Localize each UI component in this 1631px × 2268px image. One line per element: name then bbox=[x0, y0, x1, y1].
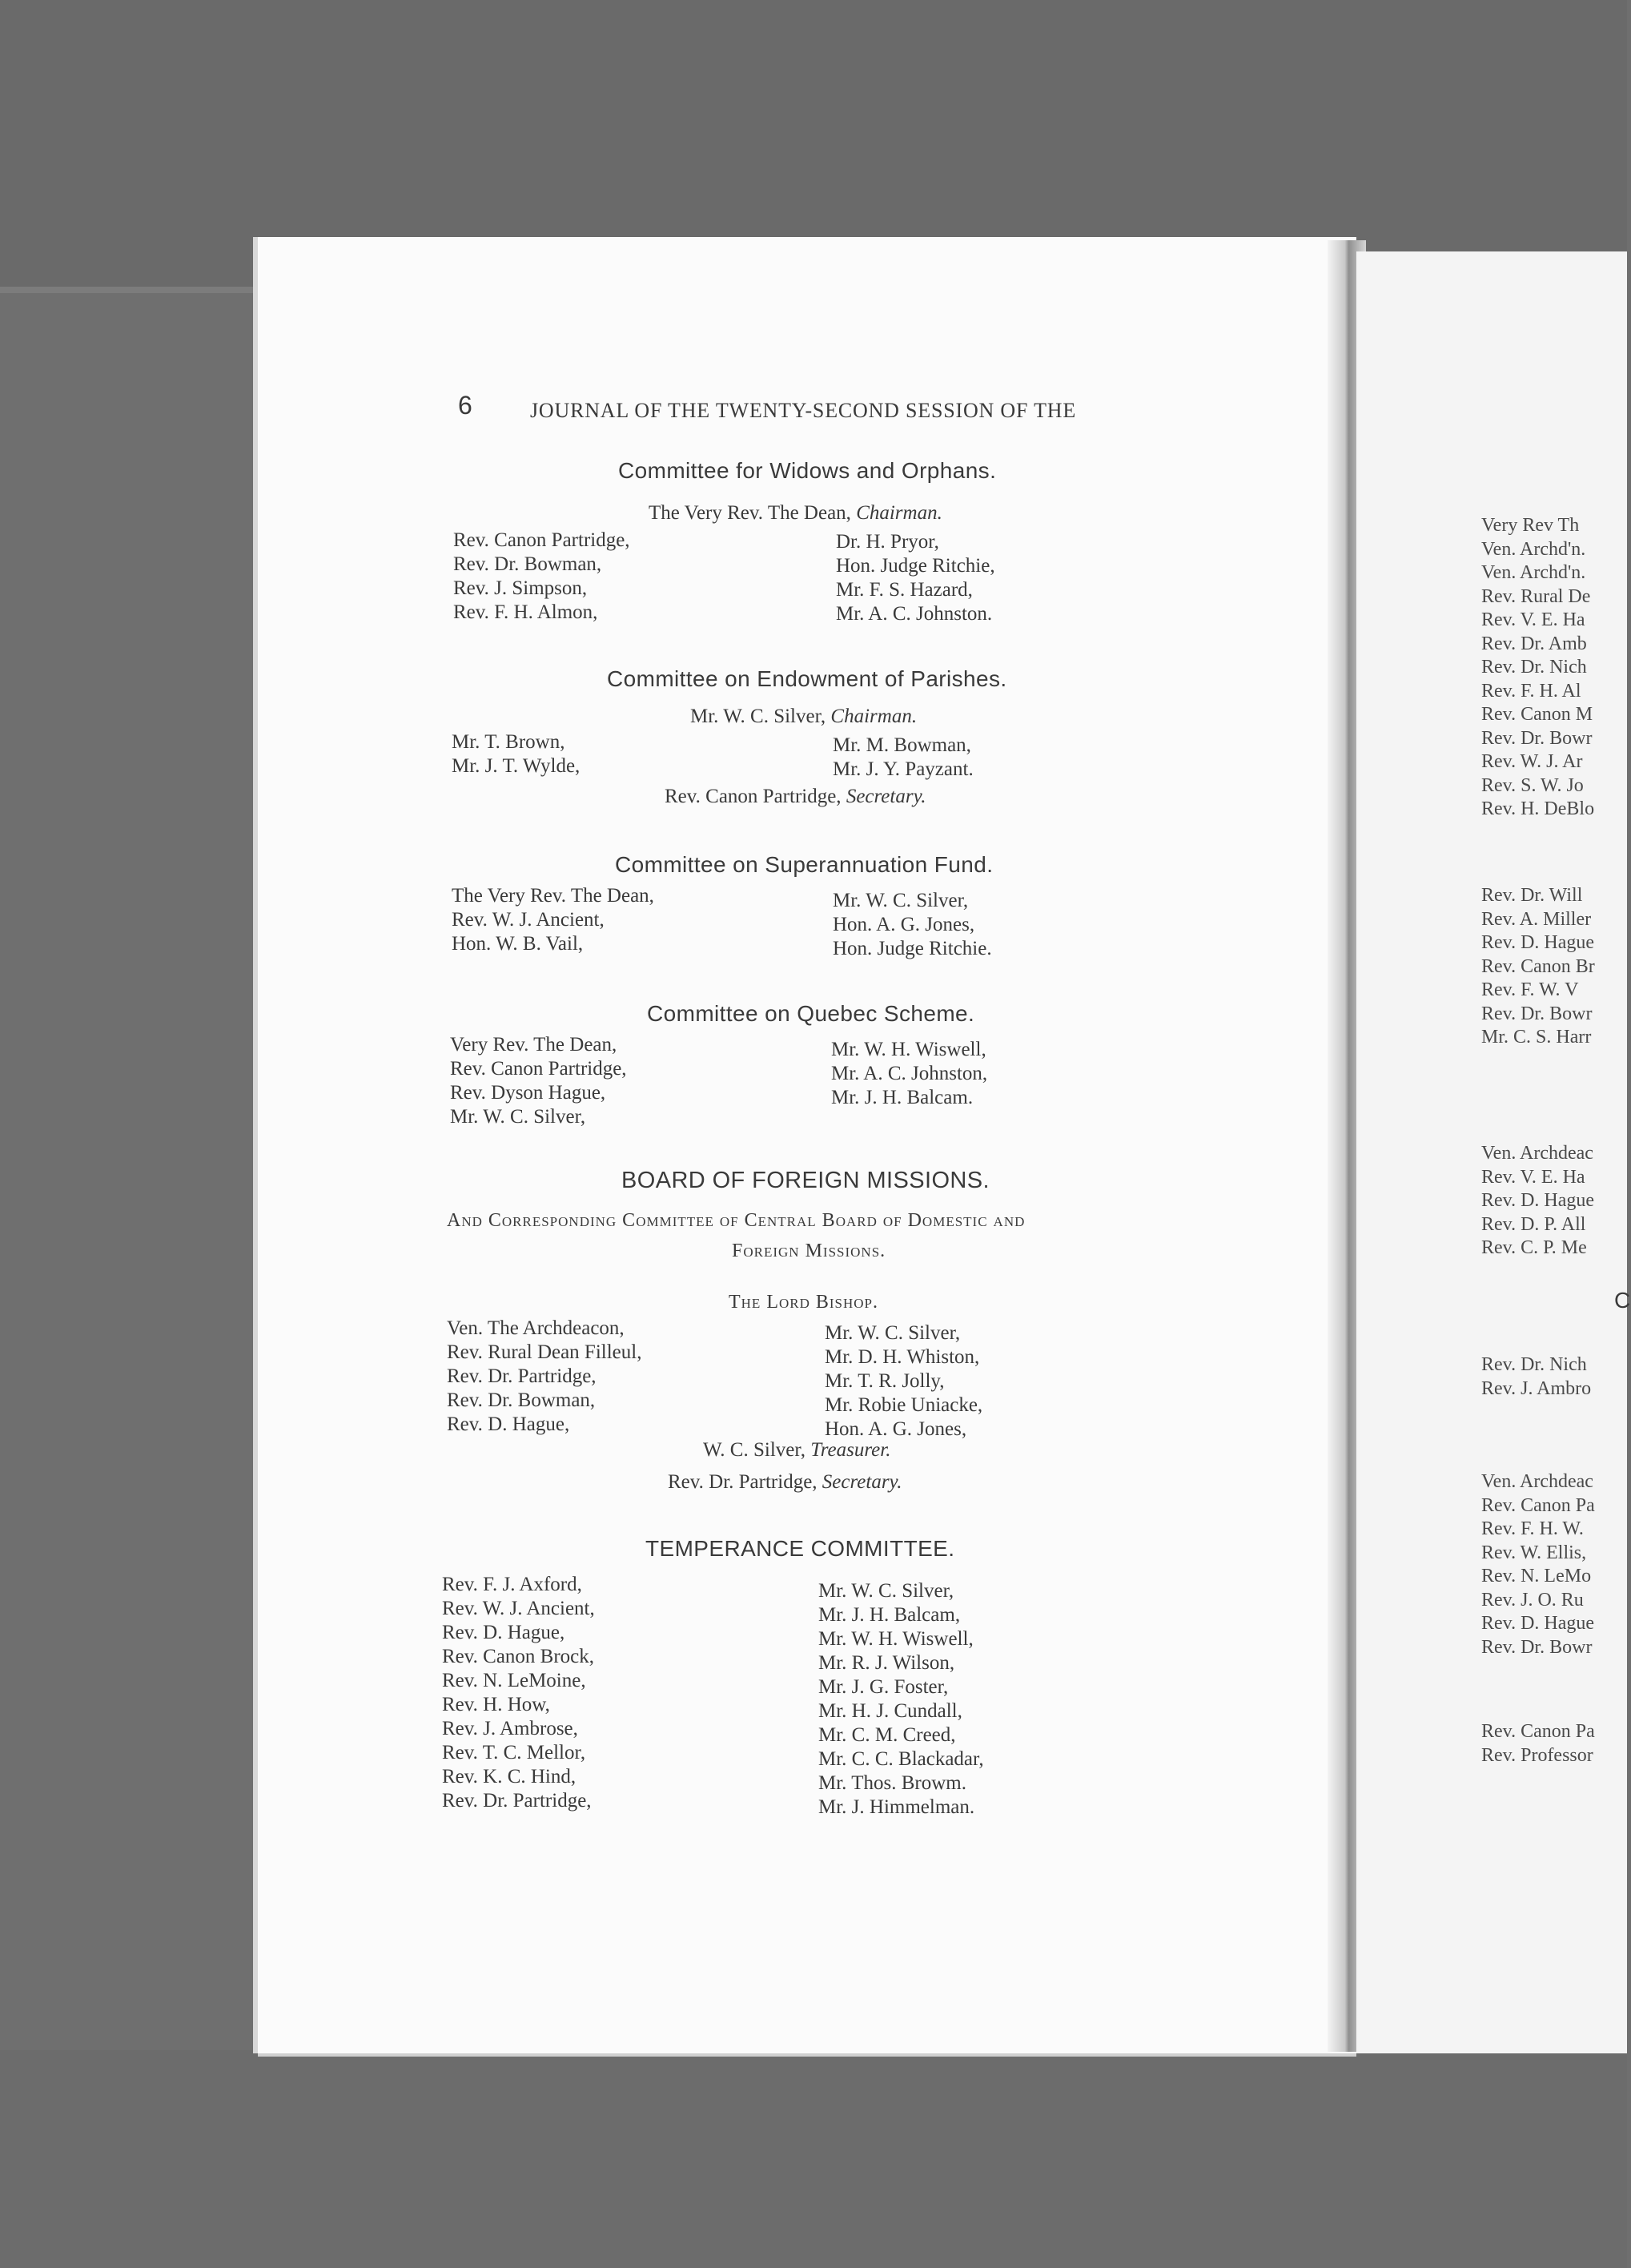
quebec-left-column bbox=[450, 1033, 627, 1129]
member-name: Rev. Dyson Hague, bbox=[450, 1082, 606, 1104]
facing-line: Mr. C. S. Harr bbox=[1481, 1027, 1592, 1048]
temperance-right-column bbox=[818, 1579, 984, 1820]
section-title-superannuation: Committee on Superannuation Fund. bbox=[615, 852, 994, 877]
facing-line: Rev. Dr. Nich bbox=[1481, 1354, 1587, 1375]
member-name: Mr. C. M. Creed, bbox=[818, 1724, 956, 1746]
quebec-right-column bbox=[831, 1038, 987, 1110]
member-name: Rev. Dr. Partridge, bbox=[442, 1790, 592, 1812]
facing-page-group-6 bbox=[1481, 1720, 1595, 1767]
member-name: Rev. J. Simpson, bbox=[453, 577, 588, 599]
facing-line: Rev. S. W. Jo bbox=[1481, 774, 1584, 796]
facing-line: Rev. V. E. Ha bbox=[1481, 609, 1585, 630]
member-name: Rev. N. LeMoine, bbox=[442, 1670, 586, 1691]
member-name: Mr. Thos. Browm. bbox=[818, 1772, 966, 1794]
facing-line: Rev. H. DeBlo bbox=[1481, 798, 1595, 819]
endowment-secretary-role: Secretary. bbox=[846, 786, 926, 807]
member-name: Mr. W. C. Silver, bbox=[450, 1106, 586, 1128]
facing-page-group-2 bbox=[1481, 884, 1595, 1050]
member-name: Mr. H. J. Cundall, bbox=[818, 1700, 962, 1722]
member-name: Mr. J. H. Balcam, bbox=[818, 1604, 961, 1626]
foreign-subtitle-line-2: Foreign Missions. bbox=[732, 1241, 886, 1261]
facing-line: Rev. D. Hague bbox=[1481, 1190, 1595, 1211]
facing-line: Ven. Archd'n. bbox=[1481, 538, 1586, 560]
member-name: Mr. T. R. Jolly, bbox=[825, 1370, 945, 1392]
member-name: Mr. R. J. Wilson, bbox=[818, 1652, 955, 1674]
member-name: Rev. W. J. Ancient, bbox=[442, 1598, 595, 1619]
member-name: Rev. Canon Partridge, bbox=[453, 529, 630, 551]
member-name: Hon. W. B. Vail, bbox=[452, 933, 584, 955]
foreign-subtitle-line-1: And Corresponding Committee of Central Board of Domestic and bbox=[447, 1210, 1026, 1231]
section-title-quebec: Committee on Quebec Scheme. bbox=[647, 1001, 975, 1026]
member-name: Rev. D. Hague, bbox=[442, 1622, 565, 1643]
member-name: Rev. J. Ambrose, bbox=[442, 1718, 578, 1739]
superannuation-left-column bbox=[452, 884, 654, 956]
facing-line: Rev. Dr. Bowr bbox=[1481, 1636, 1593, 1658]
endowment-chair-name: Mr. W. C. Silver, bbox=[690, 706, 826, 727]
member-name: Mr. T. Brown, bbox=[452, 731, 565, 753]
member-name: Rev. H. How, bbox=[442, 1694, 550, 1715]
facing-page-group-4 bbox=[1481, 1353, 1591, 1401]
member-name: Rev. Dr. Bowman, bbox=[453, 553, 602, 575]
facing-line: Rev. V. E. Ha bbox=[1481, 1166, 1585, 1188]
member-name: Rev. F. J. Axford, bbox=[442, 1574, 582, 1595]
member-name: Rev. K. C. Hind, bbox=[442, 1766, 576, 1787]
facing-line: Rev. A. Miller bbox=[1481, 908, 1592, 930]
foreign-secretary-name: Rev. Dr. Partridge, bbox=[668, 1471, 818, 1493]
temperance-left-column bbox=[442, 1573, 595, 1813]
facing-line: Rev. F. W. V bbox=[1481, 979, 1579, 1000]
member-name: The Very Rev. The Dean, bbox=[452, 885, 654, 907]
member-name: Mr. W. C. Silver, bbox=[825, 1322, 961, 1344]
facing-line: Rev. Dr. Amb bbox=[1481, 633, 1587, 654]
member-name: Mr. J. G. Foster, bbox=[818, 1676, 949, 1698]
facing-line: Rev. J. O. Ru bbox=[1481, 1589, 1584, 1611]
facing-line: Rev. Rural De bbox=[1481, 585, 1591, 607]
foreign-right-column bbox=[825, 1321, 982, 1442]
member-name: Very Rev. The Dean, bbox=[450, 1034, 617, 1056]
widows-chair-role: Chairman. bbox=[856, 502, 942, 524]
widows-chair bbox=[649, 503, 942, 523]
widows-left-column bbox=[453, 529, 630, 625]
facing-line: Rev. Canon Br bbox=[1481, 955, 1595, 977]
section-title-temperance: TEMPERANCE COMMITTEE. bbox=[645, 1536, 955, 1561]
foreign-treasurer bbox=[703, 1440, 890, 1460]
member-name: Mr. W. H. Wiswell, bbox=[818, 1628, 974, 1650]
facing-line: Rev. D. P. All bbox=[1481, 1213, 1586, 1235]
facing-line: Rev. F. H. Al bbox=[1481, 680, 1581, 702]
member-name: Mr. W. H. Wiswell, bbox=[831, 1039, 986, 1060]
member-name: Rev. F. H. Almon, bbox=[453, 601, 598, 623]
foreign-bishop: The Lord Bishop. bbox=[729, 1292, 879, 1313]
running-title: JOURNAL OF THE TWENTY-SECOND SESSION OF THE bbox=[530, 399, 1077, 422]
facing-line: Rev. Dr. Nich bbox=[1481, 657, 1587, 678]
facing-line: Rev. J. Ambro bbox=[1481, 1377, 1592, 1399]
member-name: Ven. The Archdeacon, bbox=[447, 1317, 625, 1339]
page-number: 6 bbox=[458, 391, 472, 420]
foreign-left-column bbox=[447, 1317, 641, 1437]
facing-line: Rev. W. J. Ar bbox=[1481, 751, 1583, 772]
member-name: Hon. A. G. Jones, bbox=[833, 914, 975, 935]
member-name: Rev. Dr. Partridge, bbox=[447, 1365, 597, 1387]
endowment-right-column bbox=[833, 734, 974, 782]
facing-line: Rev. Canon Pa bbox=[1481, 1721, 1595, 1742]
member-name: Mr. A. C. Johnston. bbox=[836, 603, 993, 625]
member-name: Mr. J. Himmelman. bbox=[818, 1796, 975, 1818]
facing-line: Rev. Dr. Bowr bbox=[1481, 727, 1593, 749]
foreign-secretary-role: Secretary. bbox=[822, 1471, 902, 1493]
member-name: Hon. Judge Ritchie. bbox=[833, 938, 992, 959]
member-name: Mr. Robie Uniacke, bbox=[825, 1394, 983, 1416]
facing-line: Rev. D. Hague bbox=[1481, 932, 1595, 953]
facing-line: Rev. Professor bbox=[1481, 1744, 1593, 1766]
member-name: Hon. Judge Ritchie, bbox=[836, 555, 995, 577]
member-name: Mr. C. C. Blackadar, bbox=[818, 1748, 984, 1770]
facing-line: Very Rev Th bbox=[1481, 515, 1580, 536]
facing-line: Rev. Dr. Will bbox=[1481, 885, 1583, 906]
widows-right-column bbox=[836, 530, 995, 626]
facing-line: Ven. Archdeac bbox=[1481, 1471, 1593, 1492]
member-name: Rev. T. C. Mellor, bbox=[442, 1742, 586, 1763]
member-name: Mr. D. H. Whiston, bbox=[825, 1346, 980, 1368]
foreign-treasurer-name: W. C. Silver, bbox=[703, 1439, 805, 1461]
member-name: Mr. M. Bowman, bbox=[833, 734, 971, 756]
member-name: Mr. W. C. Silver, bbox=[818, 1580, 954, 1602]
facing-line: Rev. N. LeMo bbox=[1481, 1566, 1592, 1586]
background-bottom bbox=[0, 2050, 1627, 2268]
member-name: Mr. J. H. Balcam. bbox=[831, 1087, 974, 1108]
member-name: Rev. Canon Partridge, bbox=[450, 1058, 627, 1080]
facing-line: Rev. Canon M bbox=[1481, 704, 1593, 725]
member-name: Rev. Rural Dean Filleul, bbox=[447, 1341, 642, 1363]
member-name: Rev. D. Hague, bbox=[447, 1413, 570, 1435]
member-name: Mr. A. C. Johnston, bbox=[831, 1063, 988, 1084]
foreign-secretary bbox=[668, 1472, 902, 1492]
member-name: Rev. Dr. Bowman, bbox=[447, 1389, 596, 1411]
member-name: Mr. J. Y. Payzant. bbox=[833, 758, 974, 780]
member-name: Rev. W. J. Ancient, bbox=[452, 909, 605, 931]
facing-line: Rev. C. P. Me bbox=[1481, 1237, 1587, 1258]
endowment-chair bbox=[690, 706, 917, 726]
facing-line: Rev. D. Hague bbox=[1481, 1613, 1595, 1634]
endowment-chair-role: Chairman. bbox=[830, 706, 918, 727]
member-name: Dr. H. Pryor, bbox=[836, 531, 939, 553]
widows-chair-name: The Very Rev. The Dean, bbox=[649, 502, 851, 524]
section-title-endowment: Committee on Endowment of Parishes. bbox=[607, 666, 1007, 691]
facing-page-group-3 bbox=[1481, 1142, 1594, 1261]
member-name: Rev. Canon Brock, bbox=[442, 1646, 595, 1667]
facing-page-group-1 bbox=[1481, 514, 1594, 822]
facing-line: Rev. F. H. W. bbox=[1481, 1518, 1584, 1539]
endowment-left-column bbox=[452, 730, 580, 778]
endowment-secretary bbox=[665, 786, 926, 806]
section-title-widows: Committee for Widows and Orphans. bbox=[618, 458, 997, 483]
foreign-treasurer-role: Treasurer. bbox=[810, 1439, 891, 1461]
member-name: Hon. A. G. Jones, bbox=[825, 1418, 967, 1440]
member-name: Mr. J. T. Wylde, bbox=[452, 755, 580, 777]
superannuation-right-column bbox=[833, 889, 992, 961]
facing-line: Rev. W. Ellis, bbox=[1481, 1542, 1587, 1563]
endowment-secretary-name: Rev. Canon Partridge, bbox=[665, 786, 842, 807]
facing-page-heading-fragment: C bbox=[1614, 1288, 1631, 1313]
member-name: Mr. F. S. Hazard, bbox=[836, 579, 973, 601]
section-title-foreign-missions: BOARD OF FOREIGN MISSIONS. bbox=[621, 1168, 990, 1193]
facing-line: Ven. Archdeac bbox=[1481, 1143, 1593, 1164]
facing-line: Rev. Dr. Bowr bbox=[1481, 1003, 1593, 1024]
facing-line: Rev. Canon Pa bbox=[1481, 1494, 1595, 1516]
member-name: Mr. W. C. Silver, bbox=[833, 890, 969, 911]
facing-page-group-5 bbox=[1481, 1470, 1595, 1659]
facing-line: Ven. Archd'n. bbox=[1481, 562, 1586, 583]
